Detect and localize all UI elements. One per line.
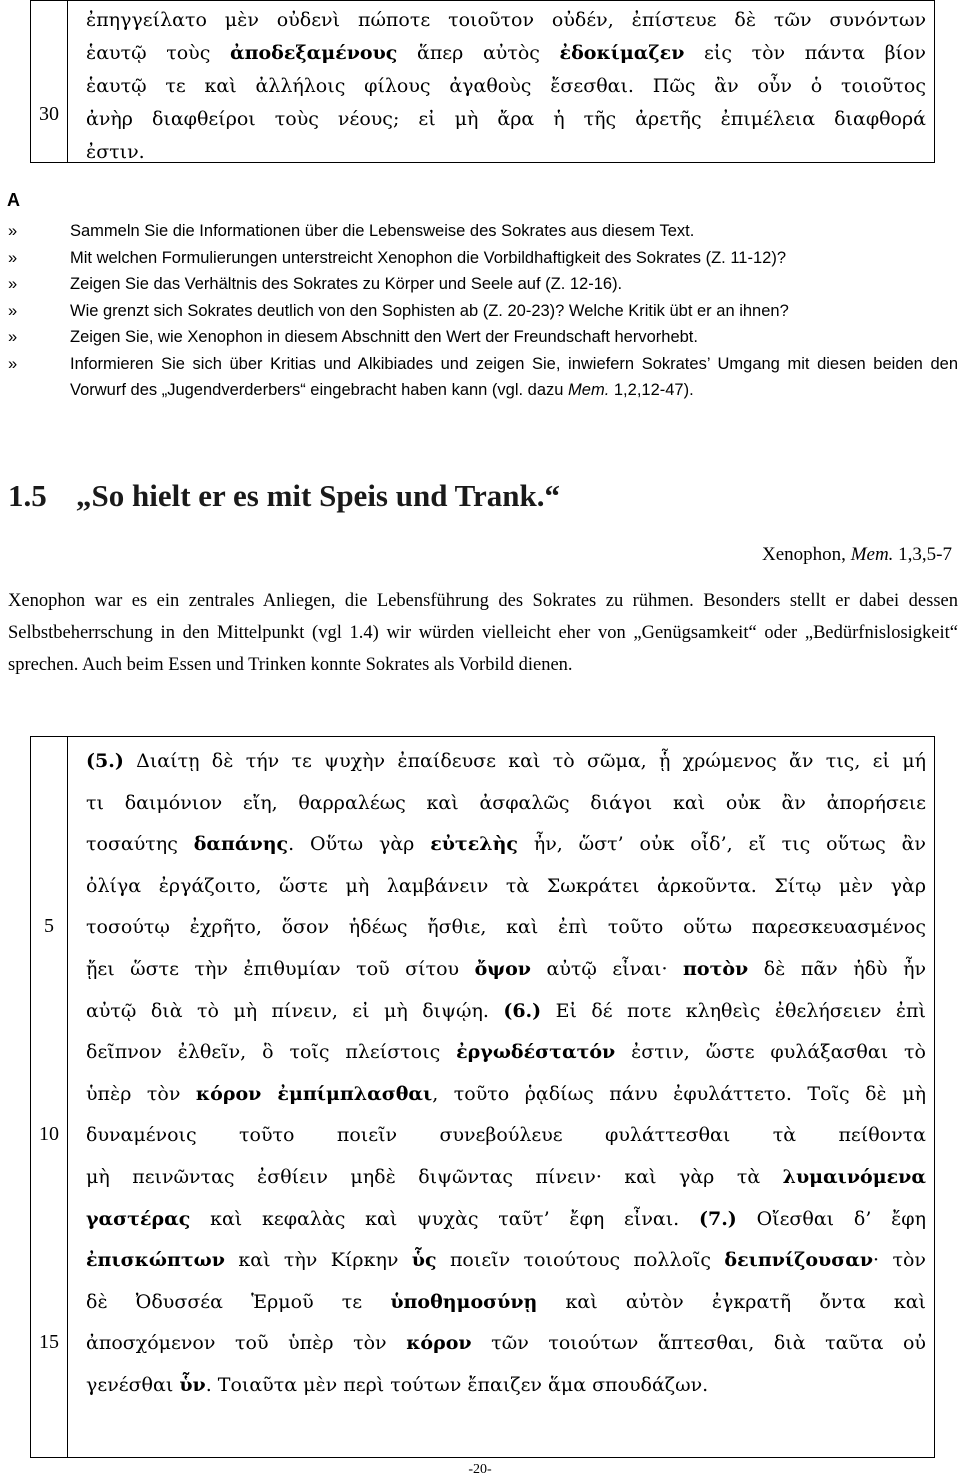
text-line: τοσαύτης δαπάνης. Οὕτω γὰρ εὐτελὴς ἦν, ὥστ’ οὐκ οἶδ’, εἴ τις οὕτως ἂν (86, 833, 926, 856)
line-number-gutter (31, 1, 68, 162)
text-line: γενέσθαι ὗν. Τοιαῦτα μὲν περὶ τούτων ἔπαιζεν ἅμα σπουδάζων. (86, 1373, 709, 1396)
bullet-icon: » (8, 248, 18, 267)
section-number: 1.5 (8, 478, 47, 513)
bullet-icon: » (8, 275, 18, 293)
text-line: ἐστιν. (86, 141, 145, 163)
line-number: 5 (44, 915, 54, 938)
text-line: ἐπηγγείλατο μὲν οὐδενὶ πώποτε τοιοῦτον οὐδέν, ἐπίστευε δὲ τῶν συνόντων (86, 9, 926, 31)
task-list (8, 218, 958, 404)
source-citation: Xenophon, Mem. 1,3,5-7 (762, 544, 952, 565)
page-number: -20- (468, 1462, 492, 1477)
task-text: Zeigen Sie das Verhältnis des Sokrates zu Körper und Seele auf (Z. 12-16). (70, 275, 623, 293)
greek-text (86, 4, 926, 169)
bullet-icon: » (8, 328, 18, 346)
section-heading: „So hielt er es mit Speis und Trank.“ (76, 478, 561, 513)
task-item (8, 245, 958, 272)
text-line: (5.) Διαίτῃ δὲ τήν τε ψυχὴν ἐπαίδευσε καὶ τὸ σῶμα, ᾗ χρώμενος ἄν τις, εἰ μή (86, 750, 926, 772)
text-line: τοσούτῳ ἐχρῆτο, ὅσον ἡδέως ἤσθιε, καὶ ἐπὶ τοῦτο οὕτω παρεσκευασμένος (86, 916, 926, 939)
task-text: Informieren Sie sich über Kritias und Alkibiades und zeigen Sie, inwiefern Sokrates’ Umgang mit diesen beiden den Vorwurf des „Jugendverderbers“ eingebracht haben kann (vgl. dazu Mem. 1,2,12-47). (70, 354, 958, 399)
bullet-icon: » (8, 222, 18, 240)
line-number: 10 (39, 1123, 59, 1146)
text-line: ἑαυτῷ τοὺς ἀποδεξαμένους ἅπερ αὐτὸς ἐδοκίμαζεν εἰς τὸν πάντα βίον (86, 42, 926, 64)
task-text: Mit welchen Formulierungen unterstreicht Xenophon die Vorbildhaftigkeit des Sokrates (Z. 11-12)? (70, 248, 786, 267)
bullet-icon: » (8, 301, 18, 320)
text-line: μὴ πεινῶντας ἐσθίειν μηδὲ διψῶντας πίνειν· καὶ γὰρ τὰ λυμαινόμενα (86, 1165, 926, 1188)
text-line: τι δαιμόνιον εἴη, θαρραλέως καὶ ἀσφαλῶς διάγοι καὶ οὐκ ἂν ἀπορήσειε (86, 791, 926, 814)
text-line: ᾔει ὥστε τὴν ἐπιθυμίαν τοῦ σίτου ὄψον αὐτῷ εἶναι· ποτὸν δὲ πᾶν ἡδὺ ἦν (86, 957, 927, 980)
greek-text (86, 741, 926, 1407)
text-line: ἑαυτῷ τε καὶ ἀλλήλοις φίλους ἀγαθοὺς ἔσεσθαι. Πῶς ἂν οὖν ὁ τοιοῦτος (86, 75, 926, 97)
task-item (8, 351, 958, 404)
task-text: Sammeln Sie die Informationen über die Lebensweise des Sokrates aus diesem Text. (70, 222, 695, 240)
text-line: ἀνὴρ διαφθείροι τοὺς νέους; εἰ μὴ ἄρα ἡ τῆς ἀρετῆς ἐπιμέλεια διαφθορά (86, 108, 926, 130)
task-item (8, 271, 958, 298)
greek-passage-top (30, 0, 935, 163)
task-text: Wie grenzt sich Sokrates deutlich von den Sophisten ab (Z. 20-23)? Welche Kritik übt er an ihnen? (70, 301, 789, 320)
text-line: ἀποσχόμενον τοῦ ὑπὲρ τὸν κόρον τῶν τοιούτων ἅπτεσθαι, διὰ ταῦτα οὐ (86, 1332, 926, 1355)
text-line: αὐτῷ διὰ τὸ μὴ πίνειν, εἰ μὴ διψῴη. (6.) Εἰ δέ ποτε κληθεὶς ἐθελήσειεν ἐπὶ (86, 999, 926, 1022)
tasks-label: A (7, 190, 20, 210)
text-line: ὀλίγα ἐργάζοιτο, ὥστε μὴ λαμβάνειν τὰ Σωκράτει ἀρκοῦντα. Σίτῳ μὲν γὰρ (86, 874, 926, 897)
bullet-icon: » (8, 354, 18, 373)
text-line: δυναμένοις τοῦτο ποιεῖν συνεβούλευε φυλάττεσθαι τὰ πείθοντα (86, 1124, 926, 1147)
text-line: γαστέρας καὶ κεφαλὰς καὶ ψυχὰς ταῦτ’ ἔφη εἶναι. (7.) Οἴεσθαι δ’ ἔφη (86, 1207, 926, 1230)
line-number: 30 (39, 103, 59, 125)
intro-paragraph: Xenophon war es ein zentrales Anliegen, die Lebensführung des Sokrates zu rühmen. Besonders stellt er dabei dessen Selbstbeherrschung in den Mittelpunkt (vgl 1.4) wir würden vielleicht eher von „Genügsamkeit“ oder „Bedürfnislosigkeit“ sprechen. Auch beim Essen und Trinken konnte Sokrates als Vorbild dienen. (8, 591, 958, 675)
section-title (8, 478, 560, 514)
task-item (8, 324, 958, 351)
task-item (8, 298, 958, 325)
task-text: Zeigen Sie, wie Xenophon in diesem Abschnitt den Wert der Freundschaft hervorhebt. (70, 328, 698, 346)
line-number: 15 (39, 1331, 59, 1354)
text-line: ὑπὲρ τὸν κόρον ἐμπίμπλασθαι, τοῦτο ῥᾳδίως πάνυ ἐφυλάττετο. Τοῖς δὲ μὴ (86, 1082, 926, 1105)
task-item (8, 218, 958, 245)
greek-passage-main (30, 736, 935, 1458)
line-number-gutter (31, 737, 68, 1457)
text-line: δὲ Ὀδυσσέα Ἑρμοῦ τε ὑποθημοσύνῃ καὶ αὐτὸν ἐγκρατῆ ὄντα καὶ (86, 1290, 926, 1313)
text-line: ἐπισκώπτων καὶ τὴν Κίρκην ὗς ποιεῖν τοιούτους πολλοῖς δειπνίζουσαν· τὸν (86, 1249, 926, 1272)
text-line: δεῖπνον ἐλθεῖν, ὃ τοῖς πλείστοις ἐργωδέστατόν ἐστιν, ὥστε φυλάξασθαι τὸ (86, 1041, 926, 1064)
